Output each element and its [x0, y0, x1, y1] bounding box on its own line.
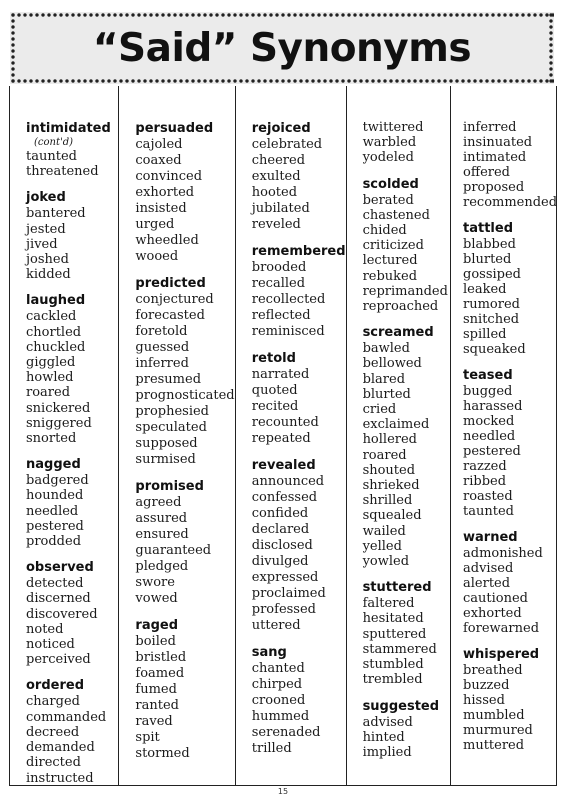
- synonym-word: convinced: [135, 169, 203, 184]
- synonym-word: noticed: [26, 637, 75, 653]
- synonym-word: shouted: [362, 462, 416, 478]
- synonym-word: wooed: [135, 249, 179, 264]
- group-heading: stuttered: [362, 580, 432, 596]
- group-heading: observed: [26, 560, 94, 576]
- synonym-word: swore: [135, 575, 175, 590]
- synonym-group: [463, 646, 556, 753]
- synonym-group: [135, 478, 234, 607]
- synonym-word: instructed: [26, 770, 94, 786]
- synonym-word: announced: [251, 474, 325, 489]
- group-heading: raged: [135, 618, 179, 633]
- synonym-group: [26, 677, 118, 785]
- group-heading: warned: [463, 530, 518, 545]
- synonym-word: cried: [362, 402, 397, 418]
- synonym-group: [463, 220, 556, 357]
- synonym-word: brooded: [251, 260, 307, 275]
- synonym-word: shrieked: [362, 478, 420, 494]
- synonym-word: shrilled: [362, 493, 413, 509]
- synonym-word: confessed: [251, 490, 318, 505]
- synonym-word: sputtered: [362, 626, 427, 642]
- group-heading: promised: [135, 479, 204, 494]
- synonym-word: insinuated: [463, 135, 533, 150]
- synonym-word: recounted: [251, 415, 319, 430]
- synonym-word: mocked: [463, 414, 515, 429]
- synonym-word: razzed: [463, 459, 507, 474]
- synonym-group: [252, 457, 346, 634]
- synonym-word: berated: [362, 192, 414, 208]
- synonym-word: criticized: [362, 238, 424, 254]
- synonym-word: discovered: [26, 606, 98, 622]
- synonym-word: bawled: [362, 341, 410, 357]
- synonym-word: trembled: [362, 672, 423, 688]
- synonym-group: [363, 176, 450, 315]
- synonym-word: wailed: [362, 523, 406, 539]
- synonym-word: recollected: [251, 292, 326, 307]
- synonym-word: assured: [135, 511, 188, 526]
- synonym-group: [135, 120, 234, 265]
- synonym-word: hesitated: [362, 611, 424, 627]
- synonym-word: needled: [463, 429, 516, 444]
- synonym-word: chided: [362, 223, 407, 239]
- synonym-word: snorted: [26, 431, 77, 447]
- synonym-word: cheered: [251, 153, 306, 168]
- synonym-word: yowled: [362, 554, 410, 570]
- synonym-word: hounded: [26, 488, 84, 504]
- synonym-word: twittered: [362, 120, 424, 135]
- group-heading: scolded: [362, 176, 419, 192]
- synonym-word: rebuked: [362, 268, 418, 284]
- synonym-word: advised: [463, 561, 514, 576]
- synonym-word: prodded: [26, 534, 82, 550]
- column-1: [10, 86, 119, 785]
- synonym-word: pestered: [26, 518, 84, 534]
- synonym-group: [26, 292, 118, 446]
- synonym-word: reflected: [251, 308, 311, 323]
- synonym-word: foamed: [135, 666, 185, 681]
- synonym-word: presumed: [135, 372, 202, 387]
- synonym-word: chortled: [26, 324, 82, 340]
- synonym-word: spit: [135, 730, 160, 745]
- synonym-word: jubilated: [251, 201, 310, 216]
- synonym-word: chuckled: [26, 339, 86, 355]
- synonym-word: recalled: [251, 276, 306, 291]
- group-heading: screamed: [362, 325, 434, 341]
- synonym-word: inferred: [135, 356, 189, 371]
- synonym-word: admonished: [463, 546, 543, 561]
- group-heading: ordered: [26, 678, 84, 694]
- synonym-word: rumored: [463, 297, 520, 312]
- synonym-word: repeated: [251, 431, 311, 446]
- synonym-group: [26, 559, 118, 667]
- synonym-word: cackled: [26, 309, 77, 325]
- continued-note: (cont'd): [34, 137, 74, 148]
- synonym-word: reveled: [251, 217, 301, 232]
- synonym-word: perceived: [26, 652, 91, 668]
- synonym-group: [363, 698, 450, 761]
- synonym-word: recommended: [463, 195, 558, 210]
- group-heading: retold: [251, 351, 296, 366]
- synonym-group: [252, 120, 346, 233]
- synonym-word: murmured: [463, 723, 533, 738]
- synonym-word: raved: [135, 714, 173, 729]
- synonym-word: kidded: [26, 267, 71, 283]
- synonym-word: stumbled: [362, 657, 424, 673]
- synonym-word: badgered: [26, 473, 89, 489]
- synonym-word: warbled: [362, 135, 417, 151]
- synonym-word: reprimanded: [362, 283, 448, 299]
- synonym-word: pledged: [135, 559, 189, 574]
- synonym-word: squealed: [362, 508, 422, 524]
- synonym-word: harassed: [463, 399, 523, 414]
- synonym-word: coaxed: [135, 153, 182, 168]
- synonym-word: prognosticated: [135, 388, 235, 403]
- synonym-word: taunted: [26, 149, 77, 164]
- synonym-word: breathed: [463, 663, 523, 678]
- synonym-word: roasted: [463, 489, 513, 504]
- column-2: [119, 86, 235, 785]
- group-heading: persuaded: [135, 121, 214, 136]
- synonym-word: gossiped: [463, 267, 521, 282]
- synonym-word: howled: [26, 370, 74, 386]
- synonym-word: threatened: [26, 164, 99, 180]
- synonym-word: bugged: [463, 384, 513, 399]
- synonym-word: speculated: [135, 420, 207, 435]
- synonym-word: recited: [251, 399, 299, 414]
- synonym-word: exulted: [251, 169, 301, 184]
- synonym-word: urged: [135, 217, 175, 232]
- group-heading: rejoiced: [251, 121, 311, 136]
- dotted-border-bottom: [10, 78, 554, 84]
- group-heading: suggested: [362, 698, 440, 714]
- synonym-word: snitched: [463, 312, 520, 327]
- synonym-word: giggled: [26, 355, 76, 371]
- synonym-word: celebrated: [251, 137, 323, 152]
- column-3: [236, 86, 347, 785]
- synonym-group: [252, 644, 346, 757]
- synonym-word: reminisced: [251, 324, 325, 339]
- synonym-word: hissed: [463, 693, 505, 708]
- synonym-word: trilled: [251, 741, 292, 756]
- synonym-group: [135, 275, 234, 468]
- synonym-word: supposed: [135, 436, 198, 451]
- group-heading: intimidated: [26, 121, 111, 136]
- synonym-word: exclaimed: [362, 417, 430, 433]
- synonym-word: vowed: [135, 591, 178, 606]
- synonym-word: roared: [26, 385, 71, 401]
- dotted-border-top: [10, 12, 554, 18]
- synonym-word: yodeled: [362, 150, 414, 166]
- synonym-table: [9, 86, 557, 786]
- group-heading: teased: [463, 368, 513, 383]
- group-heading: predicted: [135, 276, 206, 291]
- synonym-word: reproached: [362, 299, 439, 315]
- synonym-word: declared: [251, 522, 310, 537]
- synonym-word: directed: [26, 755, 81, 771]
- synonym-word: inferred: [463, 120, 517, 135]
- synonym-word: proclaimed: [251, 586, 326, 601]
- synonym-group: [26, 120, 118, 179]
- synonym-word: agreed: [135, 495, 182, 510]
- synonym-word: squeaked: [463, 342, 526, 357]
- synonym-word: blared: [362, 371, 406, 387]
- page-number: 15: [277, 787, 289, 796]
- synonym-word: spilled: [463, 327, 507, 342]
- group-heading: laughed: [26, 293, 86, 309]
- synonym-group: [463, 529, 556, 636]
- synonym-word: detected: [26, 576, 84, 592]
- synonym-word: wheedled: [135, 233, 199, 248]
- synonym-word: cajoled: [135, 137, 183, 152]
- synonym-word: alerted: [463, 576, 511, 591]
- synonym-word: demanded: [26, 740, 95, 756]
- synonym-word: blurted: [463, 252, 512, 267]
- synonym-word: stammered: [362, 641, 437, 657]
- group-heading: tattled: [463, 221, 513, 236]
- synonym-word: uttered: [251, 618, 301, 633]
- synonym-word: charged: [26, 694, 80, 710]
- synonym-word: hinted: [362, 729, 405, 745]
- synonym-group: [135, 617, 234, 762]
- group-heading: remembered: [251, 244, 346, 259]
- synonym-group: [363, 120, 450, 166]
- synonym-word: chanted: [251, 661, 305, 676]
- synonym-word: guaranteed: [135, 543, 212, 558]
- column-5: [451, 86, 556, 785]
- synonym-word: hollered: [362, 432, 417, 448]
- synonym-word: divulged: [251, 554, 309, 569]
- synonym-word: bellowed: [362, 356, 422, 372]
- synonym-word: sniggered: [26, 415, 92, 431]
- synonym-word: bristled: [135, 650, 187, 665]
- synonym-word: chirped: [251, 677, 303, 692]
- synonym-word: bantered: [26, 206, 86, 222]
- synonym-word: proposed: [463, 180, 525, 195]
- synonym-word: needled: [26, 503, 79, 519]
- synonym-word: blabbed: [463, 237, 516, 252]
- synonym-word: advised: [362, 714, 413, 730]
- synonym-word: boiled: [135, 634, 176, 649]
- synonym-word: guessed: [135, 340, 190, 355]
- synonym-word: disclosed: [251, 538, 313, 553]
- synonym-word: pestered: [463, 444, 521, 459]
- synonym-word: commanded: [26, 709, 107, 725]
- synonym-word: insisted: [135, 201, 187, 216]
- synonym-word: professed: [251, 602, 316, 617]
- group-heading: whispered: [463, 647, 540, 662]
- synonym-group: [363, 579, 450, 687]
- page-title: “Said” Synonyms: [92, 26, 472, 71]
- synonym-word: forecasted: [135, 308, 205, 323]
- synonym-word: lectured: [362, 253, 418, 269]
- synonym-word: foretold: [135, 324, 188, 339]
- synonym-word: fumed: [135, 682, 177, 697]
- synonym-word: offered: [463, 165, 510, 180]
- synonym-group: [252, 350, 346, 447]
- synonym-word: surmised: [135, 452, 196, 467]
- group-heading: nagged: [26, 457, 81, 473]
- column-4: [347, 86, 451, 785]
- synonym-word: decreed: [26, 724, 80, 740]
- synonym-word: cautioned: [463, 591, 528, 606]
- synonym-word: narrated: [251, 367, 310, 382]
- synonym-word: chastened: [362, 207, 430, 223]
- synonym-word: quoted: [251, 383, 298, 398]
- synonym-group: [26, 189, 118, 282]
- group-heading: joked: [26, 190, 66, 206]
- synonym-word: buzzed: [463, 678, 510, 693]
- synonym-word: leaked: [463, 282, 507, 297]
- synonym-word: joshed: [26, 252, 69, 268]
- synonym-word: faltered: [362, 596, 415, 612]
- synonym-word: mumbled: [463, 708, 525, 723]
- synonym-word: confided: [251, 506, 309, 521]
- synonym-word: ensured: [135, 527, 189, 542]
- synonym-word: stormed: [135, 746, 190, 761]
- synonym-word: jested: [26, 221, 66, 237]
- synonym-word: intimated: [463, 150, 527, 165]
- synonym-word: hooted: [251, 185, 298, 200]
- synonym-word: yelled: [362, 538, 402, 554]
- synonym-word: expressed: [251, 570, 319, 585]
- synonym-word: blurted: [362, 386, 411, 402]
- synonym-group: [26, 456, 118, 549]
- synonym-word: prophesied: [135, 404, 210, 419]
- synonym-word: exhorted: [463, 606, 522, 621]
- synonym-word: ribbed: [463, 474, 507, 489]
- synonym-word: snickered: [26, 400, 91, 416]
- synonym-group: [463, 367, 556, 519]
- group-heading: sang: [251, 645, 287, 660]
- synonym-word: roared: [362, 447, 407, 463]
- synonym-word: implied: [362, 744, 412, 760]
- synonym-word: conjectured: [135, 292, 214, 307]
- synonym-word: noted: [26, 621, 64, 637]
- synonym-word: crooned: [251, 693, 306, 708]
- synonym-word: muttered: [463, 738, 525, 753]
- synonym-word: serenaded: [251, 725, 321, 740]
- title-banner: [10, 12, 554, 84]
- synonym-word: ranted: [135, 698, 179, 713]
- synonym-word: discerned: [26, 591, 91, 607]
- synonym-word: taunted: [463, 504, 514, 519]
- synonym-group: [463, 120, 556, 210]
- synonym-word: jived: [26, 236, 58, 252]
- synonym-group: [252, 243, 346, 340]
- synonym-word: exhorted: [135, 185, 195, 200]
- group-heading: revealed: [251, 458, 316, 473]
- synonym-word: hummed: [251, 709, 310, 724]
- synonym-group: [363, 324, 450, 569]
- synonym-word: forewarned: [463, 621, 540, 636]
